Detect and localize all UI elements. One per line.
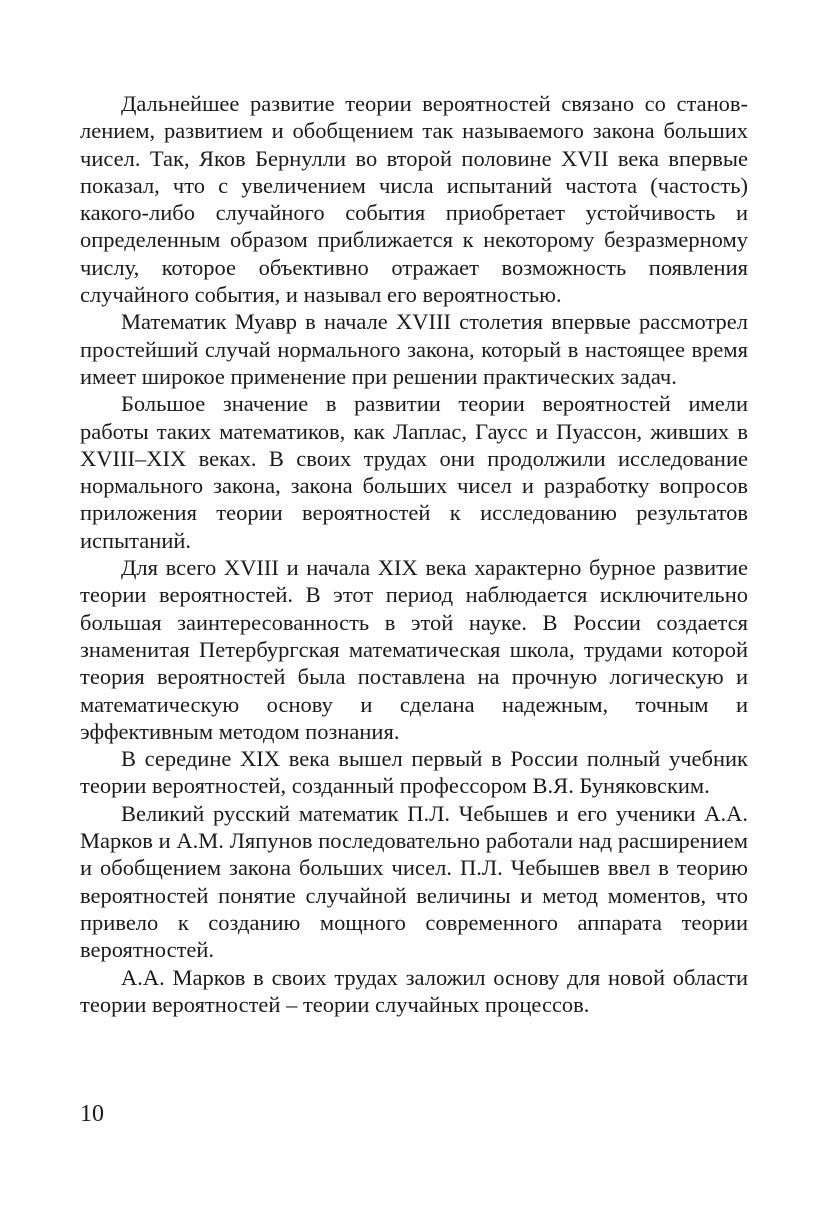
paragraph-1: Дальнейшее развитие теории вероятностей связано со становлением, развитием и обобщением так называемого закона больших чисел. Так, Яков Бернулли во второй половине XVII века впервые показал, что с увеличением числа испытаний частота (частость) какого-либо случайного события приобретает устойчивость и определенным образом приближается к некоторому безразмерному числу, которое объективно отражает возможность появления случайного события, и называл его вероятностью. <box>80 91 748 308</box>
paragraph-2: Математик Муавр в начале XVIII столетия впервые рассмотрел простейший случай нормального закона, который в настоящее время имеет широкое применение при решении практических задач. <box>80 309 748 389</box>
paragraph-7: А.А. Марков в своих трудах заложил основу для новой области теории вероятностей – теории случайных процессов. <box>80 964 748 1017</box>
page-number: 10 <box>80 1101 104 1127</box>
page-body <box>80 90 748 1018</box>
paragraph-6: Великий русский математик П.Л. Чебышев и его ученики А.А. Марков и А.М. Ляпунов последовательно работали над расширением и обобщением закона больших чисел. П.Л. Чебышев ввел в теорию вероятностей понятие случайной величины и метод моментов, что привело к созданию мощного современного аппарата теории вероятностей. <box>80 800 748 963</box>
paragraph-4: Для всего XVIII и начала XIX века характерно бурное развитие теории вероятностей. В этот период наблюдается исключительно большая заинтересованность в этой науке. В России создается знаменитая Петербургская математическая школа, трудами которой теория вероятностей была поставлена на прочную логическую и математическую основу и сделана надежным, точным и эффективным методом познания. <box>80 555 748 744</box>
paragraph-3: Большое значение в развитии теории вероятностей имели работы таких математиков, как Лаплас, Гаусс и Пуассон, живших в XVIII–XIX веках. В своих трудах они продолжили исследование нормального закона, закона больших чисел и разработку вопросов приложения теории вероятностей к исследованию результатов испытаний. <box>80 391 748 553</box>
paragraph-5: В середине XIX века вышел первый в России полный учебник теории вероятностей, созданный профессором В.Я. Буняковским. <box>80 746 748 799</box>
